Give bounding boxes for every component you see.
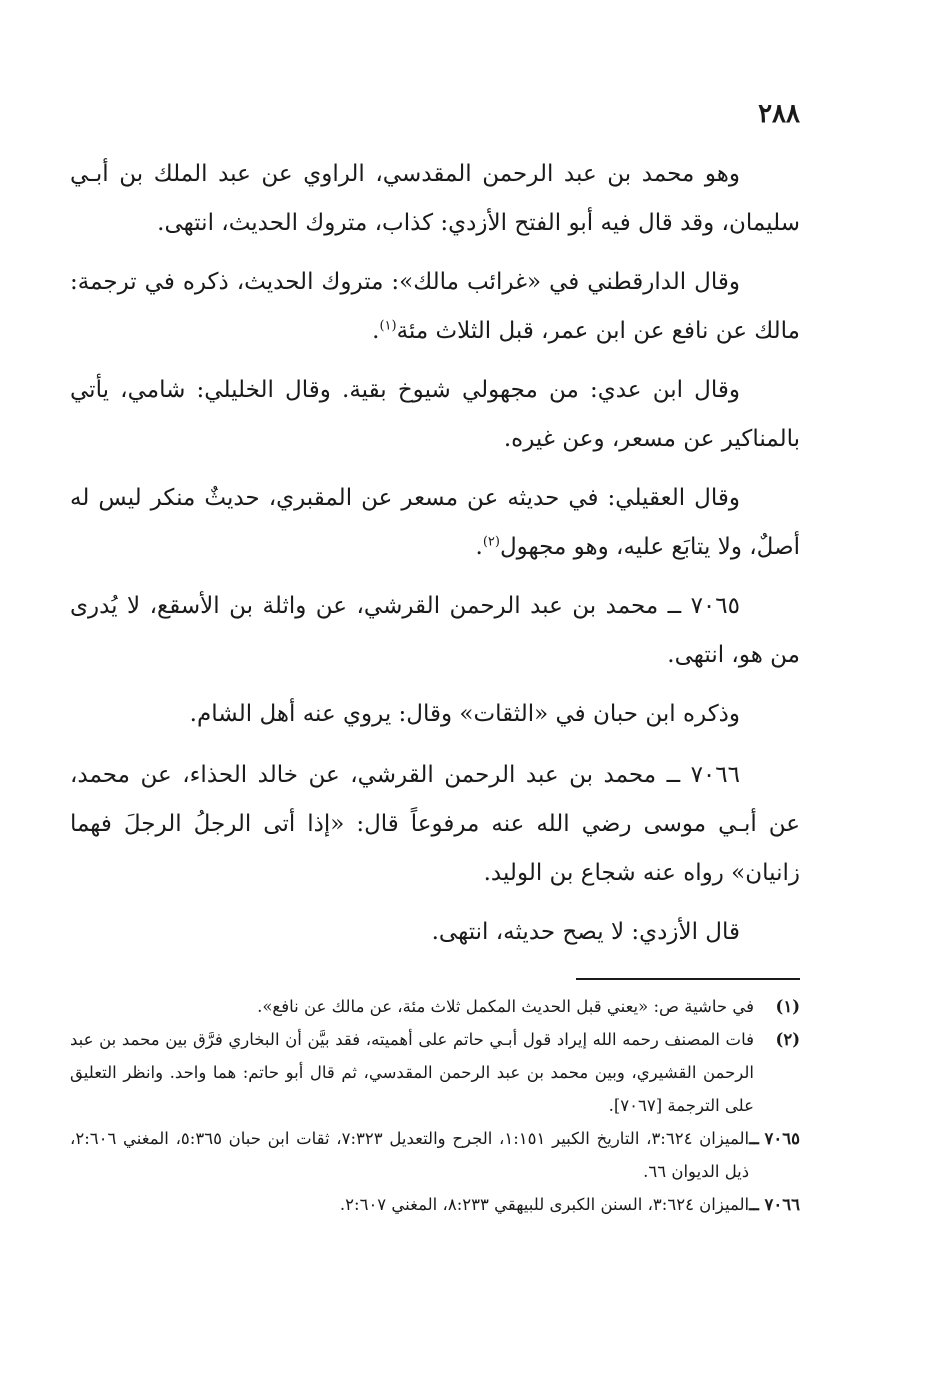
paragraph bbox=[70, 150, 800, 248]
footnote-marker: ٧٠٦٦ ــ bbox=[749, 1195, 800, 1214]
footnote-text: في حاشية ص: «يعني قبل الحديث المكمل ثلاث مئة، عن مالك عن نافع». bbox=[257, 997, 754, 1016]
paragraph bbox=[70, 908, 800, 957]
paragraph-text: قال الأزدي: لا يصح حديثه، انتهى. bbox=[431, 919, 740, 945]
footnote-marker: (٢) bbox=[775, 1030, 800, 1049]
paragraph-text-end: . bbox=[475, 534, 483, 560]
footnote-reference[interactable]: (١) bbox=[379, 318, 397, 334]
footnotes bbox=[70, 990, 800, 1221]
footnote-separator bbox=[576, 978, 800, 980]
paragraph bbox=[70, 474, 800, 572]
footnote bbox=[70, 1188, 800, 1221]
paragraph-text: ٧٠٦٦ ــ محمد بن عبد الرحمن القرشي، عن خالد الحذاء، عن محمد، عن أبـي موسى رضي الله عنه مرفوعاً قال: «إذا أتى الرجلُ الرجلَ فهما زانيان» رواه عنه شجاع بن الوليد. bbox=[70, 762, 800, 886]
footnote bbox=[70, 1122, 800, 1188]
footnote-text: الميزان ٣:٦٢٤، التاريخ الكبير ١:١٥١، الجرح والتعديل ٧:٣٢٣، ثقات ابن حبان ٥:٣٦٥، المغني ٢:٦٠٦، ذيل الديوان ٦٦. bbox=[70, 1129, 750, 1181]
footnote bbox=[70, 990, 800, 1023]
paragraph-text: وقال الدارقطني في «غرائب مالك»: متروك الحديث، ذكره في ترجمة: مالك عن نافع عن ابن عمر، قبل الثلاث مئة bbox=[70, 269, 800, 344]
paragraph-text: ٧٠٦٥ ــ محمد بن عبد الرحمن القرشي، عن واثلة بن الأسقع، لا يُدرى من هو، انتهى. bbox=[70, 593, 800, 668]
footnote-marker: ٧٠٦٥ ــ bbox=[749, 1129, 800, 1148]
paragraph bbox=[70, 690, 800, 739]
footnote-marker: (١) bbox=[775, 997, 800, 1016]
footnote-text: فات المصنف رحمه الله إيراد قول أبـي حاتم على أهميته، فقد بيَّن أن البخاري فرَّق بين محمد بن عبد الرحمن القشيري، وبين محمد بن عبد الرحمن المقدسي، ثم قال أبو حاتم: هما واحد. وانظر التعليق على الترجمة [٧٠٦٧]. bbox=[70, 1030, 754, 1115]
paragraph-text: وهو محمد بن عبد الرحمن المقدسي، الراوي عن عبد الملك بن أبـي سليمان، وقد قال فيه أبو الفتح الأزدي: كذاب، متروك الحديث، انتهى. bbox=[70, 161, 800, 236]
paragraph-text-end: . bbox=[372, 318, 380, 344]
footnote-text: الميزان ٣:٦٢٤، السنن الكبرى للبيهقي ٨:٢٣٣، المغني ٢:٦٠٧. bbox=[339, 1195, 750, 1214]
main-text bbox=[70, 150, 800, 967]
entry-heading-paragraph bbox=[70, 751, 800, 898]
page-number: ٢٨٨ bbox=[758, 99, 800, 129]
paragraph-text: وقال ابن عدي: من مجهولي شيوخ بقية. وقال الخليلي: شامي، يأتي بالمناكير عن مسعر، وعن غيره. bbox=[70, 377, 800, 452]
paragraph-text: وقال العقيلي: في حديثه عن مسعر عن المقبري، حديثٌ منكر ليس له أصلٌ، ولا يتابَع عليه، وهو مجهول bbox=[70, 485, 800, 560]
entry-heading-paragraph bbox=[70, 582, 800, 680]
paragraph-text: وذكره ابن حبان في «الثقات» وقال: يروي عنه أهل الشام. bbox=[189, 701, 740, 727]
footnote bbox=[70, 1023, 800, 1122]
book-page bbox=[70, 0, 800, 1378]
footnote-reference[interactable]: (٢) bbox=[482, 534, 500, 550]
paragraph bbox=[70, 258, 800, 356]
paragraph bbox=[70, 366, 800, 464]
